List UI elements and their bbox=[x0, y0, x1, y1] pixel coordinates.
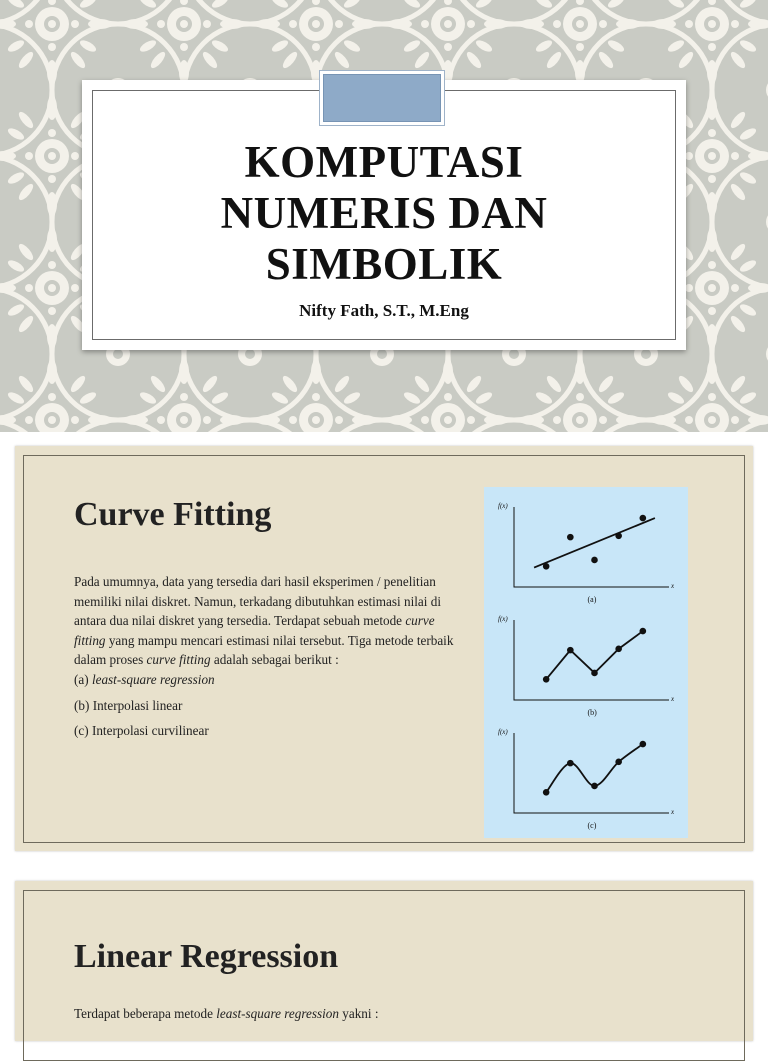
slide-heading: Linear Regression bbox=[74, 938, 339, 975]
data-point bbox=[543, 563, 550, 570]
panel-label: (a) bbox=[587, 595, 597, 604]
slide-frame bbox=[23, 890, 745, 1061]
data-point bbox=[543, 789, 550, 796]
panel-label: (c) bbox=[587, 821, 597, 830]
body-text-1: Terdapat beberapa metode bbox=[74, 1006, 217, 1021]
paragraph-emphasis-1: curve fitting bbox=[74, 613, 435, 648]
curve-fitting-diagram bbox=[484, 487, 688, 838]
data-point bbox=[640, 515, 647, 522]
paragraph-text-2: yang mampu mencari estimasi nilai tersebut. Tiga metode terbaik dalam proses bbox=[74, 632, 454, 668]
data-point bbox=[567, 534, 574, 541]
body-emphasis: least-square regression bbox=[216, 1006, 339, 1021]
curve-fitting-slide bbox=[15, 446, 753, 851]
linear-regression-slide bbox=[15, 881, 753, 1041]
data-point bbox=[591, 670, 598, 677]
y-axis-label: f(x) bbox=[498, 502, 508, 510]
slide-frame bbox=[23, 455, 745, 843]
data-point bbox=[615, 646, 622, 653]
list-item-prefix: (b) bbox=[74, 697, 93, 713]
list-item-prefix: (a) bbox=[74, 671, 92, 687]
paragraph-emphasis-2: curve fitting bbox=[146, 652, 211, 668]
data-point bbox=[640, 628, 647, 635]
data-point bbox=[591, 783, 598, 790]
title-slide bbox=[0, 0, 768, 432]
data-point bbox=[615, 759, 622, 766]
data-point bbox=[591, 557, 598, 564]
list-item-text: Interpolasi linear bbox=[92, 697, 183, 713]
data-point bbox=[640, 741, 647, 748]
x-axis-label: x bbox=[671, 582, 675, 590]
list-item-text: Interpolasi curvilinear bbox=[91, 723, 209, 739]
x-axis-label: x bbox=[671, 808, 675, 816]
curve-fitting-figure bbox=[484, 487, 688, 838]
author-name: Nifty Fath, S.T., M.Eng bbox=[299, 301, 469, 320]
data-point bbox=[615, 533, 622, 540]
list-item-c bbox=[74, 721, 459, 741]
intro-paragraph bbox=[74, 572, 459, 670]
data-point bbox=[567, 760, 574, 767]
slide-body-text bbox=[74, 572, 459, 741]
presentation-title bbox=[82, 137, 686, 290]
title-decorative-tab bbox=[323, 74, 441, 122]
list-item-a bbox=[74, 670, 459, 690]
list-item-prefix: (c) bbox=[74, 723, 92, 739]
list-item-b bbox=[74, 696, 459, 716]
paragraph-text-3: adalah sebagai berikut : bbox=[210, 652, 339, 668]
data-point bbox=[567, 647, 574, 654]
slide-body-text bbox=[74, 1004, 494, 1024]
x-axis-label: x bbox=[671, 695, 675, 703]
panel-label: (b) bbox=[587, 708, 597, 717]
title-line-2: NUMERIS DAN bbox=[220, 188, 548, 238]
title-card bbox=[82, 80, 686, 350]
slide-heading: Curve Fitting bbox=[74, 496, 272, 533]
paragraph-text-1: Pada umumnya, data yang tersedia dari hasil eksperimen / penelitian memiliki nilai diskret. Namun, terkadang dibutuhkan estimasi nilai di antara dua nilai diskret yang tersedia. Terdapat sebuah metode bbox=[74, 574, 441, 629]
y-axis-label: f(x) bbox=[498, 728, 508, 736]
y-axis-label: f(x) bbox=[498, 615, 508, 623]
list-item-text: least-square regression bbox=[91, 671, 215, 687]
body-text-2: yakni : bbox=[338, 1006, 379, 1021]
data-point bbox=[543, 676, 550, 683]
title-line-3: SIMBOLIK bbox=[265, 239, 503, 289]
title-line-1: KOMPUTASI bbox=[244, 137, 524, 187]
